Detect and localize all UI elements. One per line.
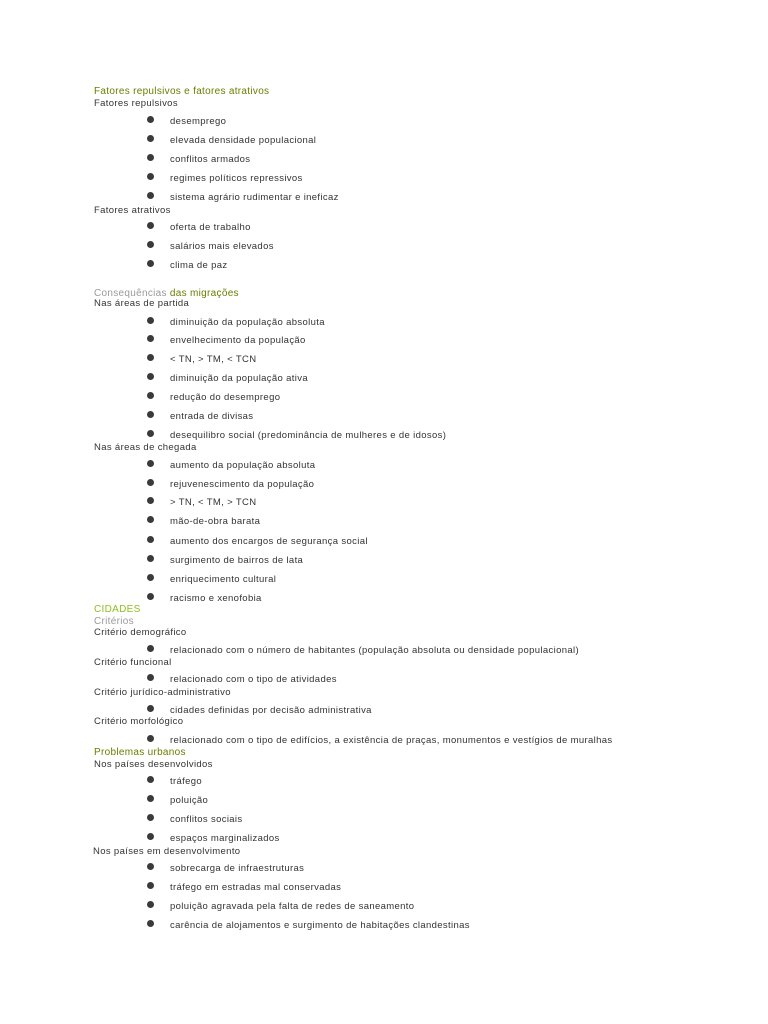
list-item: desemprego (170, 116, 227, 127)
bullet-icon (147, 430, 154, 437)
bullet-icon (147, 479, 154, 486)
bullet-icon (147, 814, 154, 821)
bullet-icon (147, 392, 154, 399)
title-part-olive: das migrações (166, 288, 239, 299)
bullet-icon (147, 776, 154, 783)
list-item: relacionado com o número de habitantes (população absoluta ou densidade populacional) (170, 645, 579, 656)
list-item: conflitos armados (170, 154, 251, 165)
list-item: relacionado com o tipo de edifícios, a existência de praças, monumentos e vestígios de muralhas (170, 735, 613, 746)
section-subtitle-criterios: Critérios (94, 616, 134, 627)
list-item: surgimento de bairros de lata (170, 555, 304, 566)
list-item: racismo e xenofobia (170, 593, 262, 604)
section-title-fatores: Fatores repulsivos e fatores atrativos (94, 86, 270, 97)
bullet-icon (147, 795, 154, 802)
section-title-cidades: CIDADES (94, 604, 141, 615)
list-item: > TN, < TM, > TCN (170, 497, 257, 508)
bullet-icon (147, 173, 154, 180)
bullet-icon (147, 735, 154, 742)
list-item: diminuição da população absoluta (170, 317, 325, 328)
list-item: elevada densidade populacional (170, 135, 317, 146)
list-item: redução do desemprego (170, 392, 281, 403)
list-item: poluição (170, 795, 209, 806)
bullet-icon (147, 516, 154, 523)
list-item: < TN, > TM, < TCN (170, 354, 257, 365)
list-item: carência de alojamentos e surgimento de habitações clandestinas (170, 920, 470, 931)
list-item: entrada de divisas (170, 411, 254, 422)
bullet-icon (147, 354, 154, 361)
list-item: mão-de-obra barata (170, 516, 261, 527)
list-item: clima de paz (170, 260, 228, 271)
bullet-icon (147, 833, 154, 840)
group-label: Critério jurídico-administrativo (94, 687, 231, 698)
bullet-icon (147, 882, 154, 889)
title-part-grey: Consequências (94, 288, 167, 299)
bullet-icon (147, 555, 154, 562)
bullet-icon (147, 335, 154, 342)
list-item: cidades definidas por decisão administrativa (170, 705, 372, 716)
group-label: Nas áreas de chegada (94, 442, 197, 453)
list-item: regimes políticos repressivos (170, 173, 303, 184)
list-item: sobrecarga de infraestruturas (170, 863, 305, 874)
group-label: Nos países em desenvolvimento (93, 846, 241, 857)
list-item: espaços marginalizados (170, 833, 280, 844)
group-label: Critério morfológico (94, 716, 184, 727)
list-item: tráfego em estradas mal conservadas (170, 882, 342, 893)
list-item: salários mais elevados (170, 241, 274, 252)
list-item: relacionado com o tipo de atividades (170, 674, 337, 685)
bullet-icon (147, 593, 154, 600)
bullet-icon (147, 460, 154, 467)
bullet-icon (147, 135, 154, 142)
list-item: conflitos sociais (170, 814, 243, 825)
list-item: desequilibro social (predominância de mulheres e de idosos) (170, 430, 447, 441)
group-label: Fatores repulsivos (94, 98, 178, 109)
bullet-icon (147, 192, 154, 199)
list-item: aumento da população absoluta (170, 460, 316, 471)
group-label: Critério funcional (94, 657, 172, 668)
bullet-icon (147, 536, 154, 543)
list-item: enriquecimento cultural (170, 574, 277, 585)
group-label: Fatores atrativos (94, 205, 171, 216)
bullet-icon (147, 373, 154, 380)
bullet-icon (147, 116, 154, 123)
list-item: poluição agravada pela falta de redes de saneamento (170, 901, 415, 912)
list-item: tráfego (170, 776, 203, 787)
section-title-problemas: Problemas urbanos (94, 747, 186, 758)
bullet-icon (147, 901, 154, 908)
group-label: Nas áreas de partida (94, 298, 190, 309)
list-item: diminuição da população ativa (170, 373, 308, 384)
bullet-icon (147, 920, 154, 927)
group-label: Critério demográfico (94, 627, 187, 638)
bullet-icon (147, 863, 154, 870)
bullet-icon (147, 154, 154, 161)
bullet-icon (147, 411, 154, 418)
bullet-icon (147, 222, 154, 229)
bullet-icon (147, 317, 154, 324)
list-item: sistema agrário rudimentar e ineficaz (170, 192, 339, 203)
bullet-icon (147, 241, 154, 248)
bullet-icon (147, 674, 154, 681)
group-label: Nos países desenvolvidos (94, 759, 213, 770)
bullet-icon (147, 260, 154, 267)
bullet-icon (147, 705, 154, 712)
bullet-icon (147, 497, 154, 504)
bullet-icon (147, 574, 154, 581)
bullet-icon (147, 645, 154, 652)
list-item: oferta de trabalho (170, 222, 251, 233)
list-item: aumento dos encargos de segurança social (170, 536, 368, 547)
list-item: envelhecimento da população (170, 335, 306, 346)
list-item: rejuvenescimento da população (170, 479, 315, 490)
